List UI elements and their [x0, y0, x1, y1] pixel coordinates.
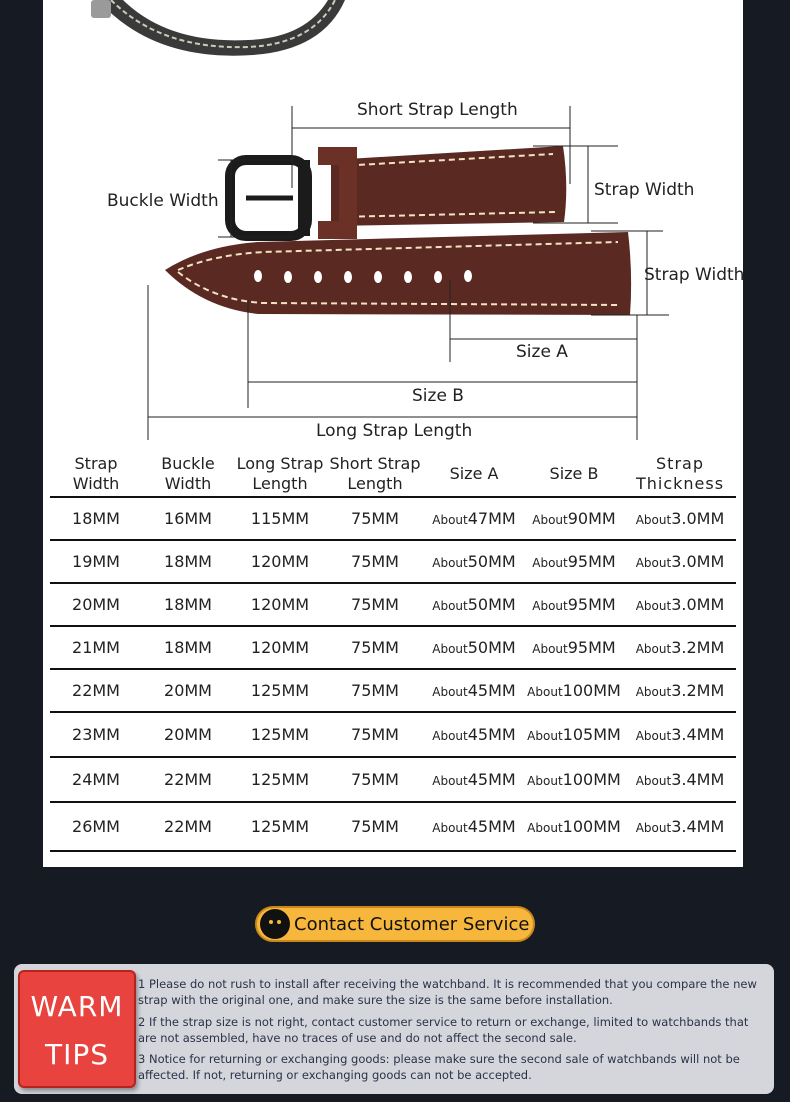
table-row: 23MM 20MM 125MM 75MM About45MM About105MM About3.4MM [50, 712, 736, 757]
col-strap-thickness: Strap Thickness [624, 452, 736, 497]
short-strap-length-label: Short Strap Length [357, 100, 518, 120]
warm-tips-box [14, 964, 774, 1094]
size-chart-panel [43, 0, 743, 867]
table-row: 18MM 16MM 115MM 75MM About47MM About90MM About3.0MM [50, 497, 736, 540]
size-table [50, 452, 736, 852]
warm-tips-title-line2: TIPS [44, 1038, 110, 1071]
short-strap-image [331, 146, 566, 226]
col-short-strap-length: Short Strap Length [326, 452, 424, 497]
col-long-strap-length: Long Strap Length [234, 452, 326, 497]
table-row: 19MM 18MM 120MM 75MM About50MM About95MM About3.0MM [50, 540, 736, 583]
tip-item: 2 If the strap size is not right, contact customer service to return or exchange, limited to watchbands that are not assembled, have no traces of use and do not affect the second sale. [138, 1015, 749, 1045]
tip-item: 1 Please do not rush to install after receiving the watchband. It is recommended that you compare the new strap with the original one, and make sure the size is the same before installation. [138, 977, 757, 1007]
col-buckle-width: Buckle Width [142, 452, 234, 497]
col-strap-width: Strap Width [50, 452, 142, 497]
watch-lug-image [91, 0, 111, 18]
table-row: 24MM 22MM 125MM 75MM About45MM About100MM About3.4MM [50, 757, 736, 802]
strap-width-top-label: Strap Width [594, 180, 695, 200]
table-row: 21MM 18MM 120MM 75MM About50MM About95MM About3.2MM [50, 626, 736, 669]
table-row: 20MM 18MM 120MM 75MM About50MM About95MM About3.0MM [50, 583, 736, 626]
warm-tips-title-line1: WARM [30, 990, 124, 1023]
buckle-width-label: Buckle Width [107, 191, 219, 211]
strap-width-bottom-label: Strap Width [644, 265, 745, 285]
strap-diagram [43, 0, 743, 445]
contact-customer-service-button[interactable] [255, 906, 535, 942]
size-a-label: Size A [516, 342, 568, 362]
contact-customer-service-label: Contact Customer Service [294, 913, 530, 935]
table-header-row [50, 452, 736, 497]
long-strap-length-label: Long Strap Length [316, 421, 473, 441]
col-size-a: Size A [424, 452, 524, 497]
table-row: 22MM 20MM 125MM 75MM About45MM About100MM About3.2MM [50, 669, 736, 712]
col-size-b: Size B [524, 452, 624, 497]
tip-item: 3 Notice for returning or exchanging goods: please make sure the second sale of watchbands will not be affected. If not, returning or exchanging goods can not be accepted. [138, 1052, 740, 1082]
warm-tips-badge [18, 970, 136, 1088]
size-b-label: Size B [412, 386, 464, 406]
table-row: 26MM 22MM 125MM 75MM About45MM About100MM About3.4MM [50, 802, 736, 851]
chat-face-icon [260, 909, 290, 939]
